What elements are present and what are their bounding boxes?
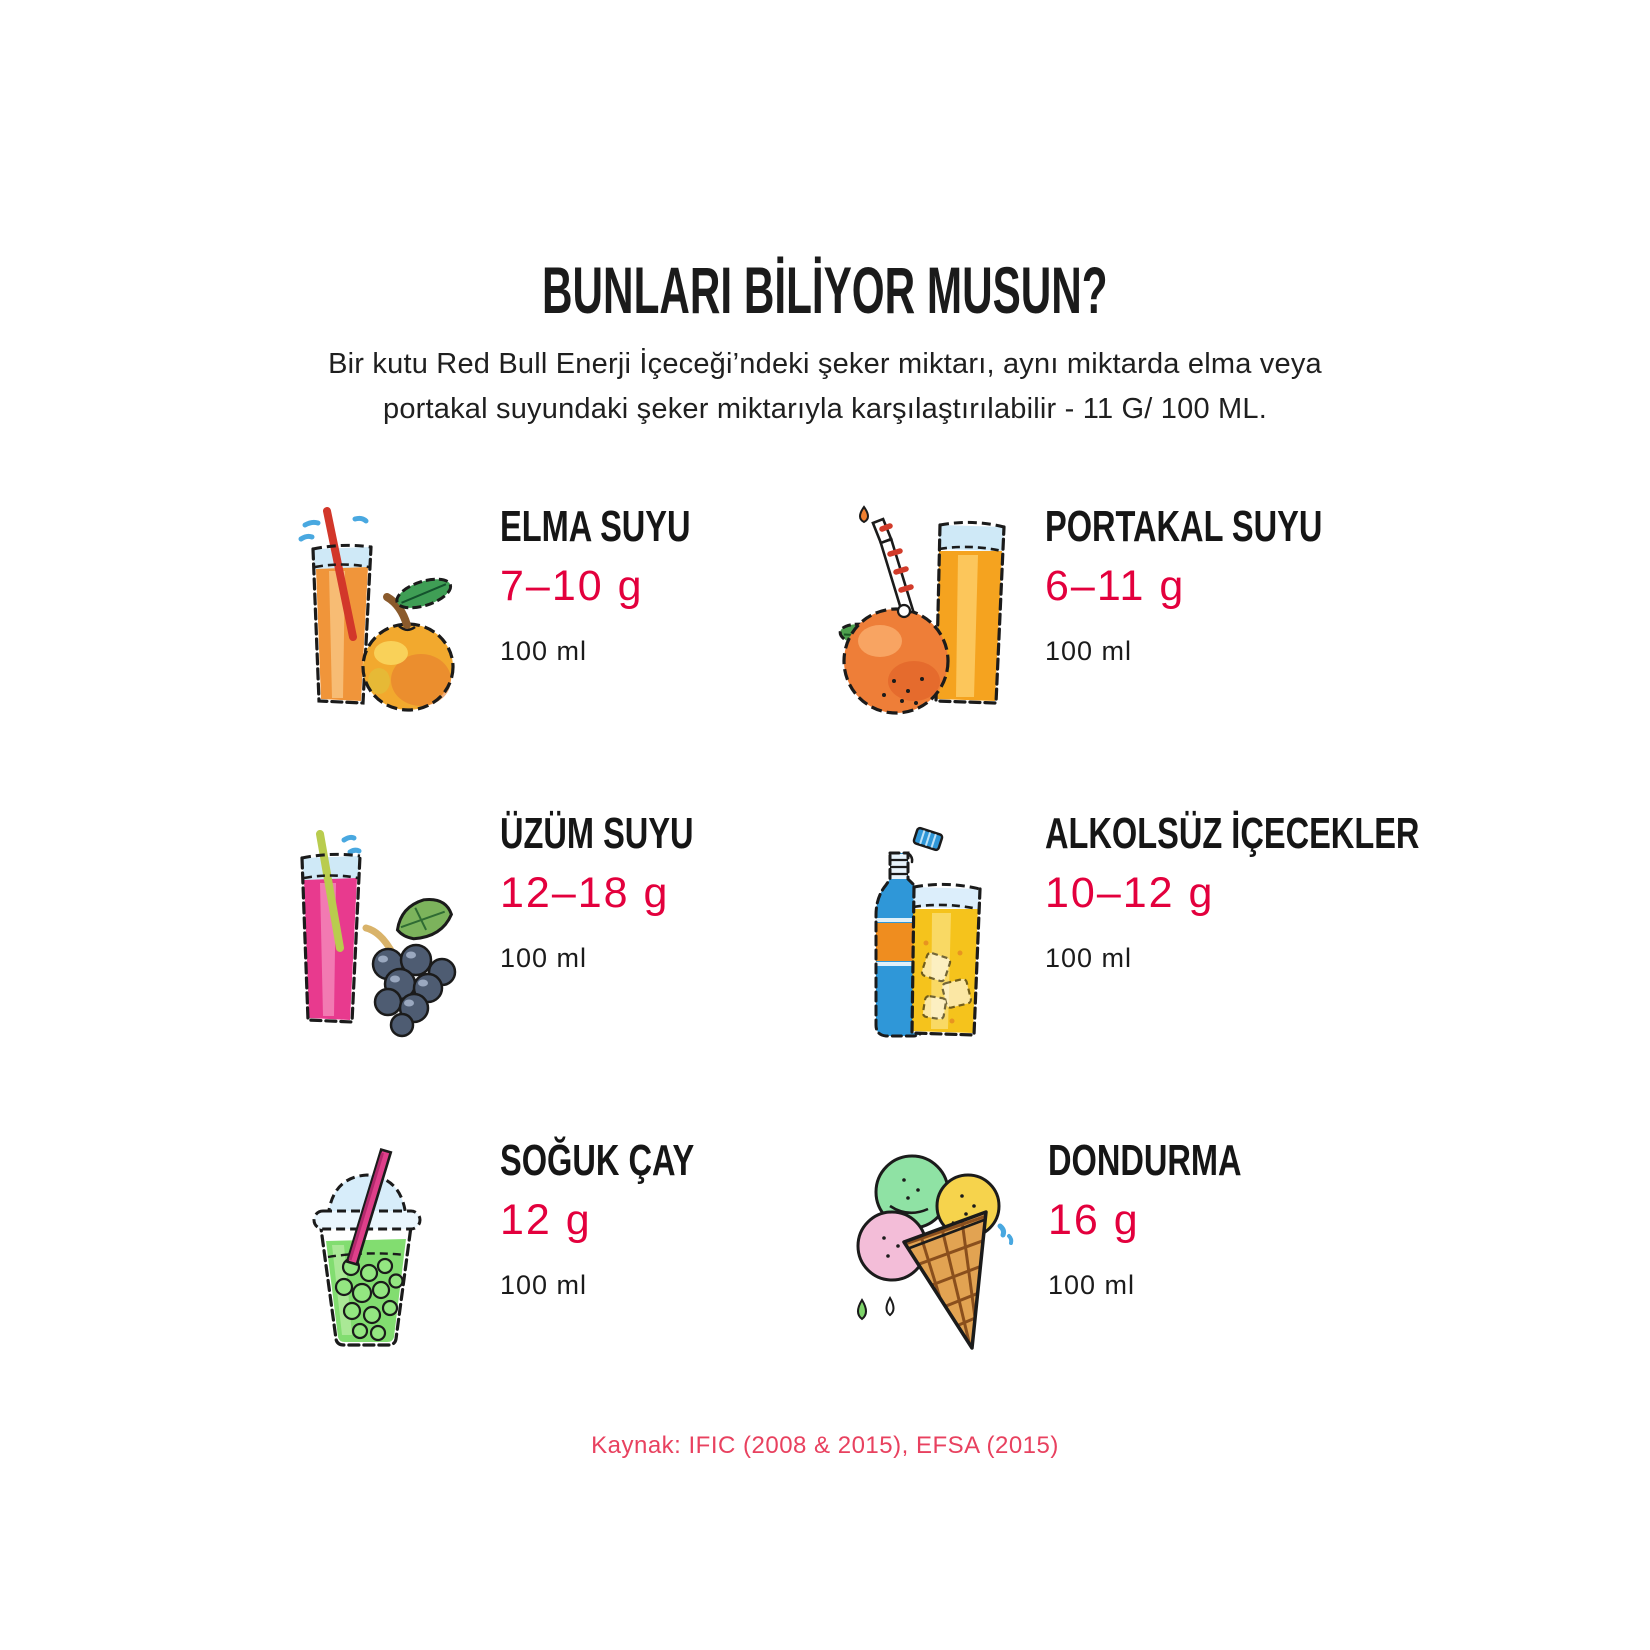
page-title: BUNLARI BİLİYOR MUSUN? [542, 253, 1108, 327]
item-value: 12–18 g [500, 869, 670, 917]
item-unit: 100 ml [1045, 636, 1133, 666]
item-unit: 100 ml [500, 636, 588, 666]
item-value: 6–11 g [1045, 562, 1186, 610]
item-value: 12 g [500, 1196, 592, 1244]
item-uzum-suyu [500, 809, 762, 973]
item-unit: 100 ml [500, 943, 588, 973]
item-portakal-suyu [1045, 502, 1420, 666]
apple-juice-icon [293, 505, 455, 715]
subtitle-line-2: portakal suyundaki şeker miktarıyla karşılaştırılabilir - 11 G/ 100 ML. [383, 393, 1267, 425]
item-name: ÜZÜM SUYU [500, 809, 694, 858]
item-name: DONDURMA [1048, 1136, 1242, 1185]
iced-tea-icon [306, 1145, 428, 1355]
item-unit: 100 ml [1045, 943, 1133, 973]
item-name: ELMA SUYU [500, 502, 691, 551]
grape-juice-icon [290, 828, 475, 1038]
item-name: ALKOLSÜZ İÇECEKLER [1045, 809, 1420, 858]
orange-juice-icon [838, 505, 1033, 720]
item-unit: 100 ml [500, 1270, 588, 1300]
ice-cream-icon [848, 1150, 1020, 1360]
subtitle [0, 342, 1650, 432]
item-value: 10–12 g [1045, 869, 1215, 917]
item-name: PORTAKAL SUYU [1045, 502, 1323, 551]
item-alkolsuz-icecekler [1045, 809, 1551, 973]
item-value: 7–10 g [500, 562, 644, 610]
subtitle-line-1: Bir kutu Red Bull Enerji İçeceği’ndeki şeker miktarı, aynı miktarda elma veya [328, 348, 1322, 380]
item-dondurma [1048, 1136, 1310, 1300]
item-name: SOĞUK ÇAY [500, 1136, 695, 1185]
item-value: 16 g [1048, 1196, 1140, 1244]
soft-drink-icon [862, 825, 994, 1047]
item-unit: 100 ml [1048, 1270, 1136, 1300]
source-note: Kaynak: IFIC (2008 & 2015), EFSA (2015) [591, 1432, 1059, 1459]
item-elma-suyu [500, 502, 758, 666]
item-soguk-cay [500, 1136, 762, 1300]
